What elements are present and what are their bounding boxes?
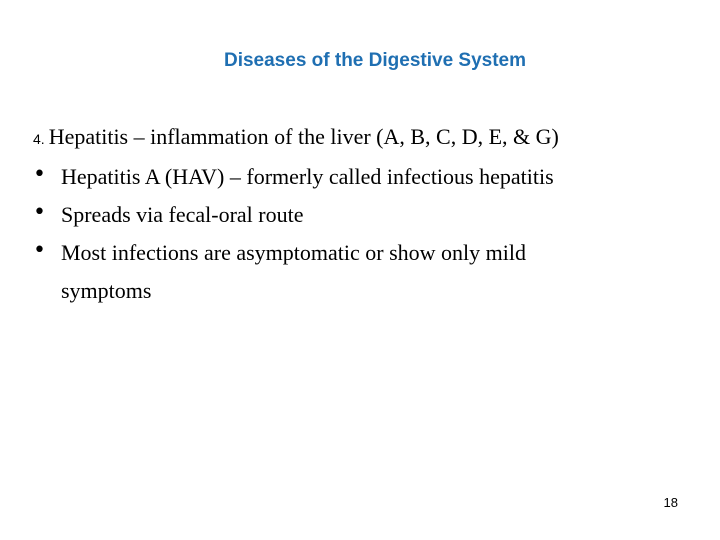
bullet-list bbox=[33, 158, 593, 310]
page-number: 18 bbox=[663, 495, 678, 510]
bullet-text: Most infections are asymptomatic or show only mild symptoms bbox=[61, 240, 526, 303]
bullet-item bbox=[33, 196, 593, 234]
bullet-item bbox=[33, 158, 593, 196]
bullet-icon: • bbox=[33, 200, 46, 225]
intro-text: Hepatitis – inflammation of the liver (A, B, C, D, E, & G) bbox=[48, 124, 559, 149]
bullet-icon: • bbox=[33, 162, 46, 187]
intro-paragraph bbox=[33, 118, 593, 158]
slide-body bbox=[33, 118, 593, 310]
list-number: 4. bbox=[33, 131, 45, 147]
slide-title: Diseases of the Digestive System bbox=[223, 50, 527, 71]
bullet-text: Spreads via fecal-oral route bbox=[61, 202, 304, 227]
bullet-item bbox=[33, 234, 593, 310]
bullet-icon: • bbox=[33, 238, 46, 263]
bullet-text: Hepatitis A (HAV) – formerly called infectious hepatitis bbox=[61, 164, 554, 189]
